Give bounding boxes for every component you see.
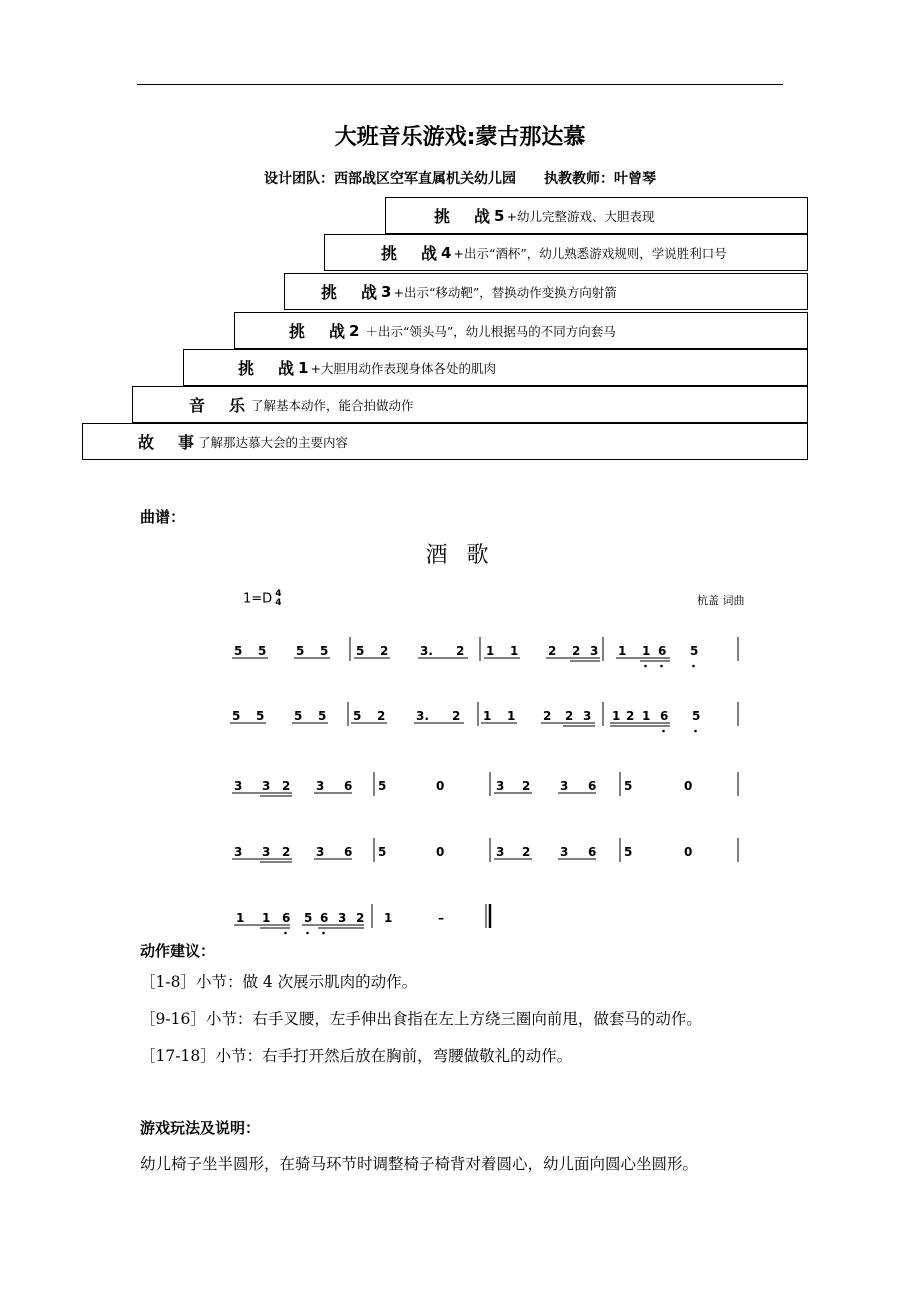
score-note: 0	[436, 779, 445, 793]
step-description: +大胆用动作表现身体各处的肌肉	[310, 360, 496, 376]
step-char-2: 战	[421, 244, 438, 263]
step-description: 了解那达慕大会的主要内容	[198, 434, 349, 450]
score-note: 5	[353, 709, 362, 723]
score-note: 2	[548, 644, 557, 658]
score-note: 5	[356, 644, 365, 658]
score-note: 2	[377, 709, 386, 723]
step-number: 5	[494, 206, 505, 225]
score-note: 3	[590, 644, 599, 658]
step-char-2: 战	[278, 359, 295, 378]
song-title: 酒 歌	[425, 543, 495, 568]
score-note: 6	[344, 845, 353, 859]
score-note: 3	[496, 779, 505, 793]
time-top: 4	[275, 589, 282, 599]
score-note: 2	[452, 709, 461, 723]
score-note: 1	[483, 709, 492, 723]
score-note: 6	[344, 779, 353, 793]
step-char-1: 挑	[321, 283, 338, 302]
actions-heading: 动作建议：	[140, 942, 216, 960]
score-note: 3	[234, 845, 243, 859]
score-note: 6	[588, 779, 597, 793]
score-note: 5	[690, 644, 699, 658]
score-note: 3	[496, 845, 505, 859]
score-note: 2	[380, 644, 389, 658]
score-note: 1	[510, 644, 519, 658]
score-note: 3.	[420, 644, 433, 658]
score-note: 5	[294, 709, 303, 723]
step-number: 1	[298, 358, 309, 377]
score-note: 2	[543, 709, 552, 723]
page-title: 大班音乐游戏:蒙古那达慕	[334, 125, 586, 150]
score-note: 5	[304, 911, 313, 925]
score-octave-dot	[694, 730, 697, 733]
score-note: 1	[262, 911, 271, 925]
action-item: ［9-16］小节：右手叉腰，左手伸出食指在左上方绕三圈向前甩，做套马的动作。	[140, 1010, 702, 1028]
time-bottom: 4	[275, 598, 282, 608]
score-note: 5	[378, 845, 387, 859]
score-octave-dot	[692, 665, 695, 668]
score-note: 3	[338, 911, 347, 925]
score-octave-dot	[644, 665, 647, 668]
score-row	[232, 772, 738, 796]
score-note: 5	[692, 709, 701, 723]
score-note: 1	[486, 644, 495, 658]
song-composer: 杭盖 词曲	[697, 594, 745, 607]
score-note: 1	[642, 644, 651, 658]
step-char-2: 战	[361, 283, 378, 302]
score-note: 1	[236, 911, 245, 925]
score-note: 1	[618, 644, 627, 658]
action-item: ［17-18］小节：右手打开然后放在胸前，弯腰做敬礼的动作。	[140, 1047, 573, 1065]
score-heading: 曲谱：	[140, 508, 186, 526]
score-note: 1	[384, 911, 393, 925]
page-subtitle: 设计团队：西部战区空军直属机关幼儿园 执教教师：叶曾琴	[264, 171, 656, 187]
step-description: +出示“移动靶”，替换动作变换方向射箭	[393, 284, 617, 300]
step-char-1: 挑	[434, 207, 451, 226]
step-description: ＋出示“领头马”，幼儿根据马的不同方向套马	[365, 323, 616, 339]
score-note: 3	[560, 845, 569, 859]
score-note: 2	[356, 911, 365, 925]
score-note: 6	[282, 911, 291, 925]
step-char-1: 音	[189, 396, 206, 415]
step-number: 3	[381, 282, 392, 301]
score-note: 5	[256, 709, 265, 723]
score-row	[234, 904, 490, 934]
score-note: 6	[588, 845, 597, 859]
score-note: 2	[565, 709, 574, 723]
score-note: 3	[262, 845, 271, 859]
step-char-1: 挑	[381, 244, 398, 263]
score-note: 3	[316, 779, 325, 793]
step-char-2: 事	[178, 433, 195, 452]
score-note: 5	[232, 709, 241, 723]
score-note: 0	[684, 779, 693, 793]
step-number: 2	[349, 321, 360, 340]
score-note: –	[438, 911, 444, 925]
score-octave-dot	[662, 730, 665, 733]
score-note: 5	[378, 779, 387, 793]
score-note: 5	[624, 845, 633, 859]
score-note: 2	[456, 644, 465, 658]
score-note: 5	[318, 709, 327, 723]
gameplay-text: 幼儿椅子坐半圆形，在骑马环节时调整椅子椅背对着圆心，幼儿面向圆心坐圆形。	[140, 1155, 699, 1173]
step-char-2: 乐	[229, 396, 246, 415]
score-octave-dot	[284, 932, 287, 935]
gameplay-heading: 游戏玩法及说明：	[140, 1119, 261, 1137]
score-note: 2	[626, 709, 635, 723]
score-note: 5	[624, 779, 633, 793]
step-char-1: 挑	[238, 359, 255, 378]
score-note: 2	[282, 779, 291, 793]
score-row	[232, 637, 738, 667]
step-char-1: 故	[138, 433, 155, 452]
score-note: 6	[660, 709, 669, 723]
step-char-1: 挑	[289, 322, 306, 341]
score-note: 1	[642, 709, 651, 723]
score-note: 6	[658, 644, 667, 658]
score-note: 0	[684, 845, 693, 859]
score-note: 1	[612, 709, 621, 723]
score-note: 3.	[416, 709, 429, 723]
score-note: 2	[522, 779, 531, 793]
score-note: 2	[522, 845, 531, 859]
score-row	[232, 838, 738, 862]
score-note: 3	[262, 779, 271, 793]
score-note: 5	[258, 644, 267, 658]
step-description: +出示“酒杯”，幼儿熟悉游戏规则，学说胜利口号	[453, 245, 727, 261]
step-description: 了解基本动作，能合拍做动作	[251, 397, 414, 413]
score-note: 5	[296, 644, 305, 658]
action-item: ［1-8］小节：做 4 次展示肌肉的动作。	[140, 973, 418, 991]
score-note: 2	[572, 644, 581, 658]
score-note: 5	[234, 644, 243, 658]
score-octave-dot	[306, 932, 309, 935]
score-octave-dot	[660, 665, 663, 668]
step-char-2: 战	[329, 322, 346, 341]
score-note: 3	[234, 779, 243, 793]
score-note: 6	[320, 911, 329, 925]
score-note: 5	[320, 644, 329, 658]
score-note: 2	[282, 845, 291, 859]
score-note: 3	[583, 709, 592, 723]
score-note: 3	[316, 845, 325, 859]
step-char-2: 战	[474, 207, 491, 226]
score-row	[230, 702, 738, 732]
score-note: 3	[560, 779, 569, 793]
key-signature: 1=D	[243, 591, 273, 607]
score-note: 0	[436, 845, 445, 859]
step-description: +幼儿完整游戏、大胆表现	[506, 208, 655, 224]
score-octave-dot	[322, 932, 325, 935]
step-number: 4	[441, 243, 452, 262]
score-note: 1	[507, 709, 516, 723]
